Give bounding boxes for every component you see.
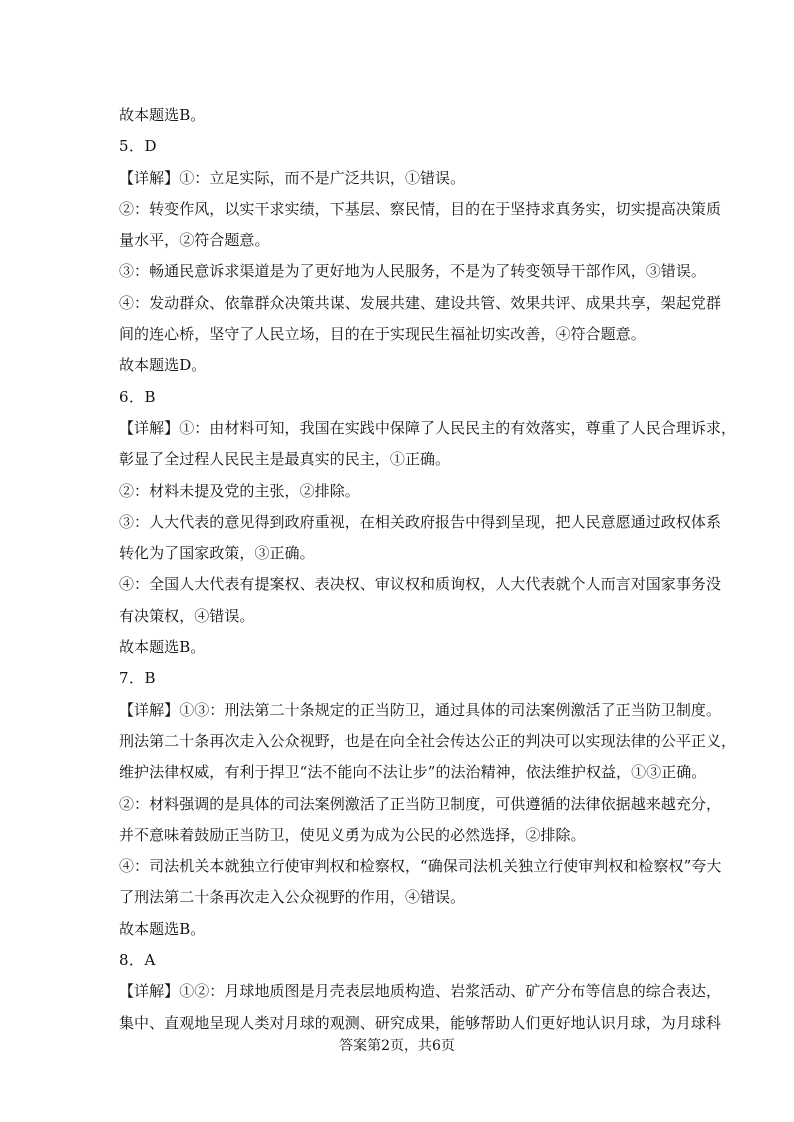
answer-line: 故本题选B。 [119,919,206,938]
question-number: 8．A [119,951,156,970]
answer-line: 间的连心桥，坚守了人民立场，目的在于实现民生福祉切实改善，④符合题意。 [119,325,646,344]
answer-line: ③：人大代表的意见得到政府重视，在相关政府报告中得到呈现，把人民意愿通过政权体系 [119,512,722,531]
answer-line: ②：材料强调的是具体的司法案例激活了正当防卫制度，可供遵循的法律依据越来越充分， [119,794,722,813]
answer-line: 彰显了全过程人民民主是最真实的民主，①正确。 [119,450,451,469]
answer-line: ④：全国人大代表有提案权、表决权、审议权和质询权，人大代表就个人而言对国家事务没 [119,575,722,594]
answer-line: ③：畅通民意诉求渠道是为了更好地为人民服务，不是为了转变领导干部作风，③错误。 [119,262,706,281]
answer-line: 量水平，②符合题意。 [119,231,270,250]
question-number: 7．B [119,669,157,688]
answer-line: ④：司法机关本就独立行使审判权和检察权，“确保司法机关独立行使审判权和检察权”夸大 [119,857,722,876]
answer-line: ④：发动群众、依靠群众决策共谋、发展共建、建设共管、效果共评、成果共享，架起党群 [119,293,722,312]
answer-line: 集中、直观地呈现人类对月球的观测、研究成果，能够帮助人们更好地认识月球，为月球科 [119,1013,722,1032]
answer-content [119,100,737,1039]
answer-line: 转化为了国家政策，③正确。 [119,544,315,563]
answer-line: 有决策权，④错误。 [119,606,255,625]
answer-line: 刑法第二十条再次走入公众视野，也是在向全社会传达公正的判决可以实现法律的公平正义， [119,731,737,750]
answer-line: 【详解】①：由材料可知，我国在实践中保障了人民民主的有效落实，尊重了人民合理诉求， [119,418,737,437]
answer-line: 并不意味着鼓励正当防卫，使见义勇为成为公民的必然选择，②排除。 [119,825,586,844]
question-number: 5．D [119,137,158,156]
answer-line: ②：材料未提及党的主张，②排除。 [119,481,360,500]
answer-line: 【详解】①：立足实际，而不是广泛共识，①错误。 [119,168,466,187]
answer-line: 【详解】①②：月球地质图是月壳表层地质构造、岩浆活动、矿产分布等信息的综合表达， [119,982,722,1001]
page-footer: 答案第2页，共6页 [339,1038,455,1054]
answer-line: 了刑法第二十条再次走入公众视野的作用，④错误。 [119,888,466,907]
answer-line: 故本题选D。 [119,356,207,375]
answer-line: 故本题选B。 [119,638,206,657]
answer-line: 【详解】①③：刑法第二十条规定的正当防卫，通过具体的司法案例激活了正当防卫制度。 [119,700,722,719]
answer-line: 故本题选B。 [119,106,206,124]
answer-line: 维护法律权威，有利于捍卫“法不能向不法让步”的法治精神，依法维护权益，①③正确。 [119,763,707,782]
question-number: 6．B [119,387,157,406]
answer-line: ②：转变作风，以实干求实绩，下基层、察民情，目的在于坚持求真务实，切实提高决策质 [119,199,722,218]
